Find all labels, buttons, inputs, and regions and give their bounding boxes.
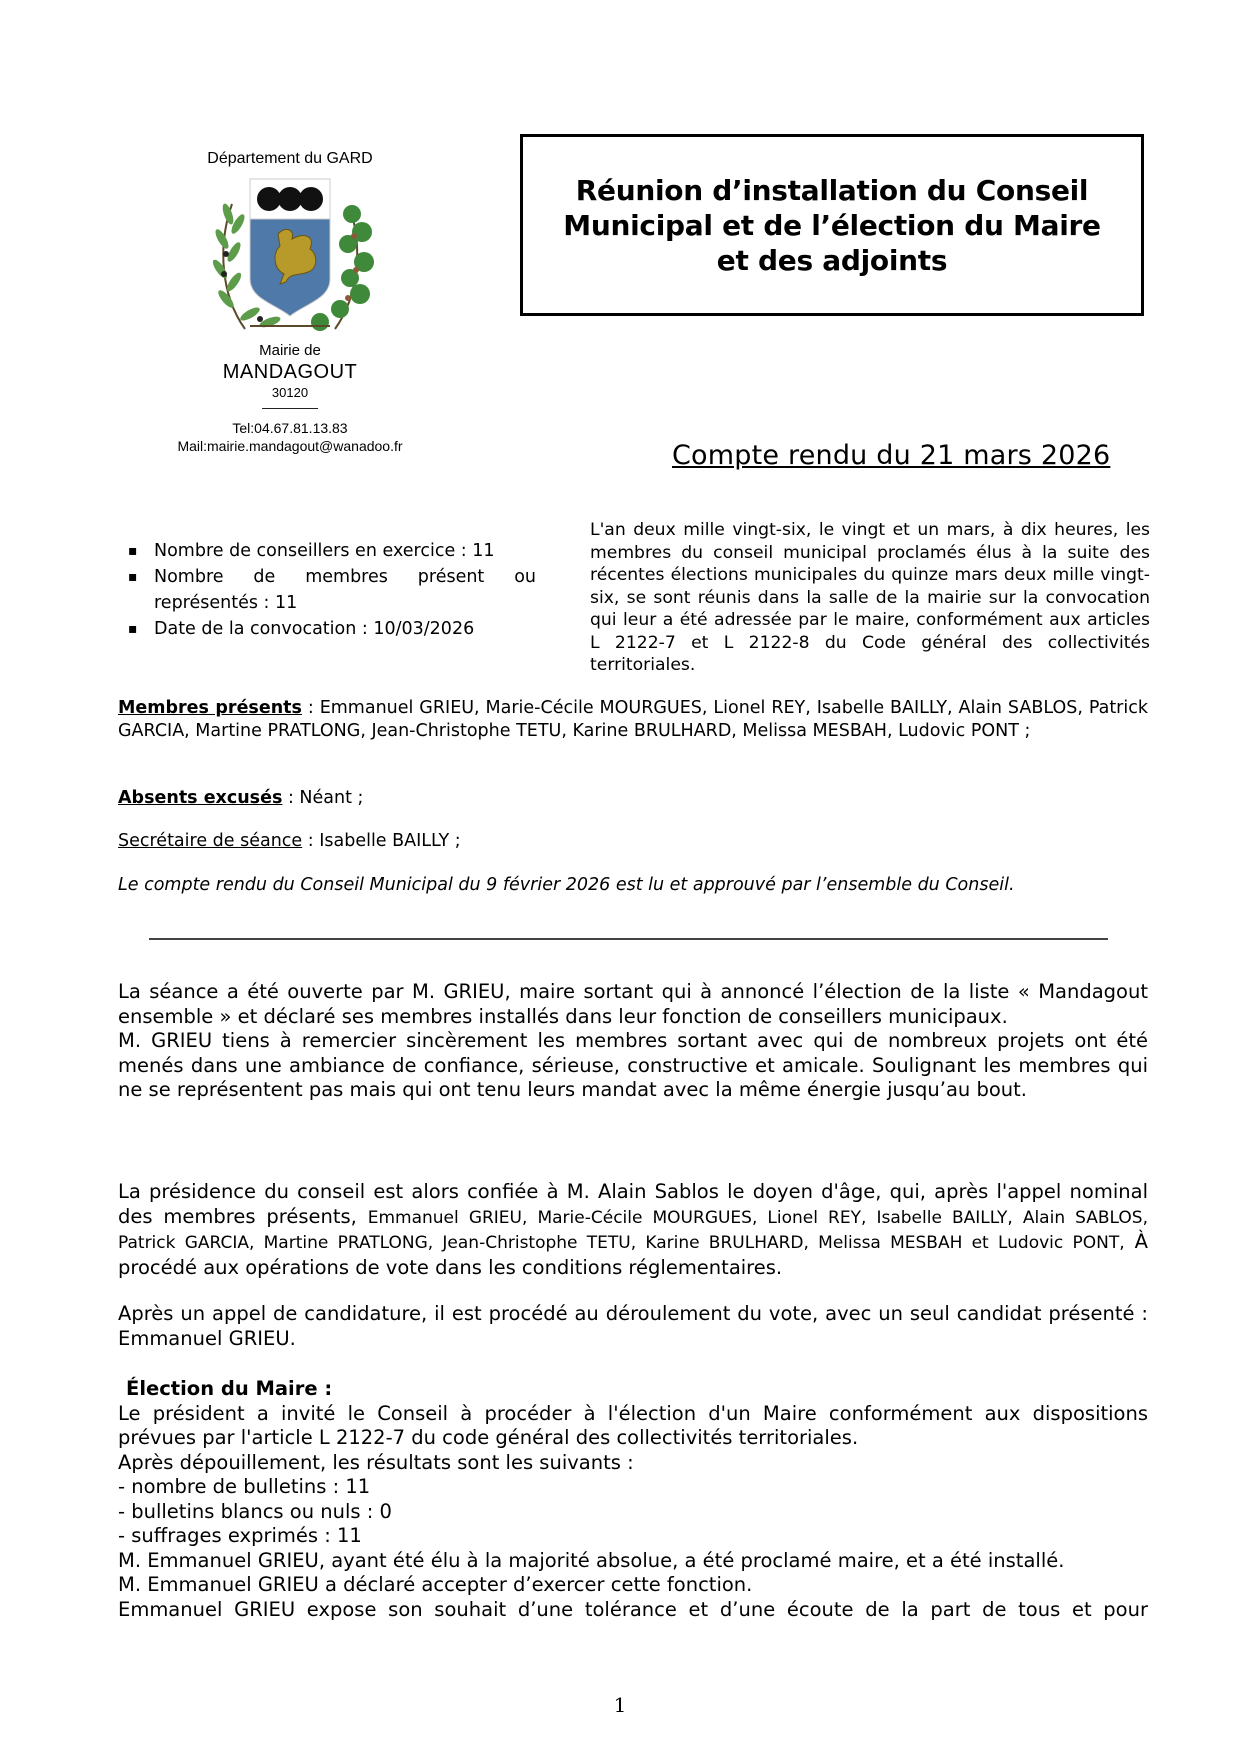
election-line: Après dépouillement, les résultats sont les suivants : xyxy=(118,1450,634,1474)
report-date-heading: Compte rendu du 21 mars 2026 xyxy=(672,440,1111,471)
page-number: 1 xyxy=(613,1693,627,1717)
election-line: Le président a invité le Conseil à procéder à l'élection d'un Maire conformément aux dispositions prévues par l'article L 2122-7 du code général des collectivités territoriales. xyxy=(118,1401,1148,1449)
intro-paragraph: L'an deux mille vingt-six, le vingt et un mars, à dix heures, les membres du conseil municipal proclamés élus à la suite des récentes élections municipales du quinze mars deux mille vingt-six, se sont réunis dans la salle de la mairie sur la convocation qui leur a été adressée par le maire, conformément aux articles L 2122-7 et L 2122-8 du Code général des collectivités territoriales. xyxy=(590,520,1150,675)
info-item-convocation-date: ▪ Date de la convocation : 10/03/2026 xyxy=(124,616,536,642)
candidacy-paragraph: Après un appel de candidature, il est procédé au déroulement du vote, avec un seul candidat présenté : Emmanuel GRIEU. xyxy=(118,1302,1148,1350)
absents-excused xyxy=(118,787,1148,810)
letterhead xyxy=(130,140,450,455)
mairie-label: Mairie de xyxy=(259,342,321,359)
absents-value: : Néant ; xyxy=(282,788,364,808)
mayor-election-section xyxy=(118,1377,1148,1622)
bullet-icon: ▪ xyxy=(128,621,138,637)
town-name: MANDAGOUT xyxy=(222,361,358,383)
department-label: Département du GARD xyxy=(207,150,373,167)
horizontal-divider xyxy=(149,938,1108,940)
secretary-value: : Isabelle BAILLY ; xyxy=(302,831,461,851)
mayor-election-heading: Élection du Maire : xyxy=(126,1377,333,1400)
result-votes-cast: - suffrages exprimés : 11 xyxy=(118,1524,362,1547)
postal-code: 30120 xyxy=(271,385,309,400)
bullet-icon: ▪ xyxy=(128,543,138,559)
info-item-councillors: ▪ Nombre de conseillers en exercice : 11 xyxy=(124,538,536,564)
secretary-label: Secrétaire de séance xyxy=(118,831,303,851)
previous-minutes-approval: Le compte rendu du Conseil Municipal du 9 février 2026 est lu et approuvé par l’ensemble du Conseil. xyxy=(118,875,1015,895)
result-blank-null: - bulletins blancs ou nuls : 0 xyxy=(118,1499,392,1523)
meeting-info-list xyxy=(124,538,536,642)
info-item-members-present: ▪ Nombre de membres présent ou représentés : 11 xyxy=(124,564,536,616)
session-secretary xyxy=(118,830,1148,853)
members-present-value: : Emmanuel GRIEU, Marie-Cécile MOURGUES, Lionel REY, Isabelle BAILLY, Alain SABLOS, Patrick GARCIA, Martine PRATLONG, Jean-Christophe TETU, Karine BRULHARD, Melissa MESBAH, Ludovic PONT ; xyxy=(118,698,1148,741)
result-ballots: - nombre de bulletins : 11 xyxy=(118,1475,371,1498)
absents-label: Absents excusés xyxy=(118,788,283,808)
presidency-paragraph: La présidence du conseil est alors confiée à M. Alain Sablos le doyen d'âge, qui, après l'appel nominal des membres présents, Emmanuel GRIEU, Marie-Cécile MOURGUES, Lionel REY, Isabelle BAILLY, Alain SABLOS, Patrick GARCIA, Martine PRATLONG, Jean-Christophe TETU, Karine BRULHARD, Melissa MESBAH et Ludovic PONT, À procédé aux opérations de vote dans les conditions réglementaires. xyxy=(118,1180,1149,1279)
members-present xyxy=(118,697,1148,742)
roll-call-names: Emmanuel GRIEU, Marie-Cécile MOURGUES, Lionel REY, Isabelle BAILLY, Alain SABLOS, Patrick GARCIA, Martine PRATLONG, Jean-Christophe TETU, Karine BRULHARD, Melissa MESBAH et Ludovic PONT, xyxy=(118,1207,1149,1253)
members-present-label: Membres présents xyxy=(118,698,302,718)
election-line: M. Emmanuel GRIEU, ayant été élu à la majorité absolue, a été proclamé maire, et a été installé. xyxy=(118,1548,1065,1572)
coat-of-arms-icon xyxy=(190,174,390,334)
document-title: Réunion d’installation du Conseil Municipal et de l’élection du Maire et des adjoints xyxy=(563,173,1101,277)
title-box xyxy=(520,134,1144,316)
opening-paragraph: La séance a été ouverte par M. GRIEU, maire sortant qui à annoncé l’élection de la liste « Mandagout ensemble » et déclaré ses membres installés dans leur fonction de conseillers municipaux. M. GRIEU tiens à remercier sincèrement les membres sortant avec qui de nombreux projets ont été menés dans une ambiance de confiance, sérieuse, constructive et amicale. Soulignant les membres qui ne se représentent pas mais qui ont tenu leurs mandat avec la même énergie jusqu’au bout. xyxy=(118,980,1148,1101)
telephone: Tel:04.67.81.13.83 xyxy=(232,420,348,436)
bullet-icon: ▪ xyxy=(128,569,138,585)
email-address: Mail:mairie.mandagout@wanadoo.fr xyxy=(177,438,403,454)
thanks-paragraph: M. GRIEU tiens à remercier sincèrement les membres sortant avec qui de nombreux projets ont été menés dans une ambiance de confiance, sérieuse, constructive et amicale. Soulignant les membres qui ne se représentent pas mais qui ont tenu leurs mandat avec la même énergie jusqu’au bout. xyxy=(118,1029,1148,1101)
letterhead-divider xyxy=(262,408,318,409)
election-line: M. Emmanuel GRIEU a déclaré accepter d’exercer cette fonction. xyxy=(118,1573,753,1596)
election-line: Emmanuel GRIEU expose son souhait d’une tolérance et d’une écoute de la part de tous et pour xyxy=(118,1597,1148,1621)
